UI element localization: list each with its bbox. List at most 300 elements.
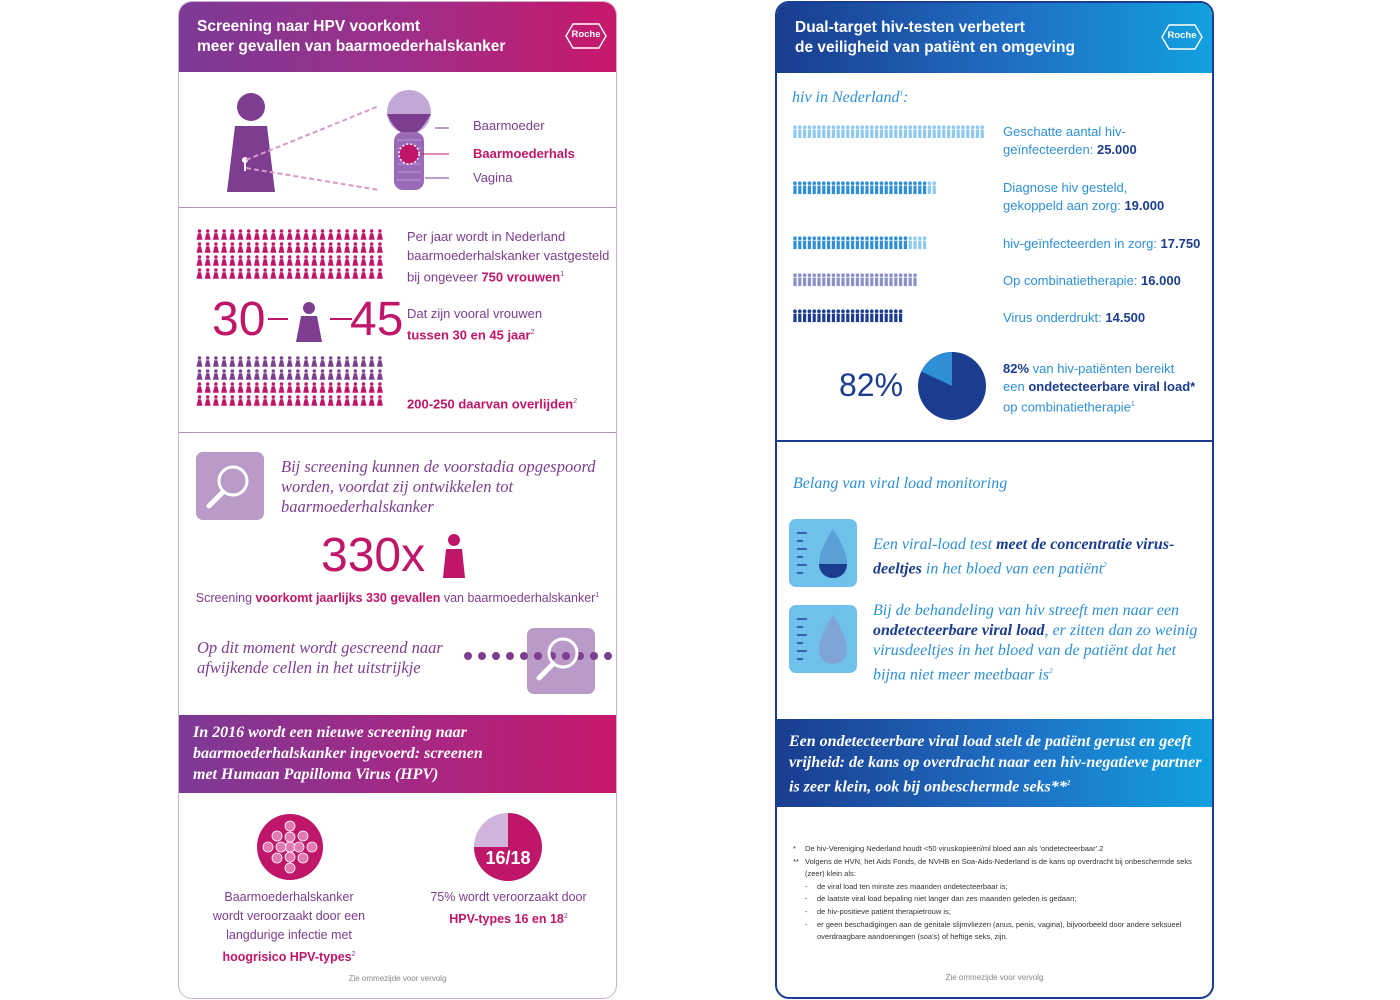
woman-icon — [270, 242, 276, 253]
person-icon — [832, 273, 836, 277]
person-icon — [918, 236, 922, 240]
hpv-banner-text: In 2016 wordt een nieuwe screening naar baarmoederhalskanker ingevoerd: screenen met Humaan Papilloma Virus (HPV) — [193, 724, 483, 783]
person-icon — [832, 278, 835, 287]
woman-icon — [311, 395, 317, 406]
woman-icon — [262, 229, 268, 240]
person-icon — [837, 278, 840, 287]
woman-icon — [361, 229, 367, 240]
woman-icon — [369, 229, 375, 240]
person-icon — [908, 181, 912, 185]
person-icon — [861, 278, 864, 287]
person-icon — [822, 241, 825, 250]
person-icon — [812, 273, 816, 277]
people-row — [793, 236, 993, 250]
person-icon — [841, 130, 844, 139]
person-icon — [899, 125, 903, 129]
screening-intro: Bij screening kunnen de voorstadia opgespoord worden, voordat zij ontwikkelen tot baarmoederhalskanker — [281, 457, 596, 516]
woman-icon — [238, 242, 244, 253]
woman-icon — [287, 382, 293, 393]
person-icon — [875, 236, 879, 240]
person-icon — [870, 186, 873, 195]
woman-icon — [344, 395, 350, 406]
person-icon — [851, 241, 854, 250]
woman-icon — [344, 255, 350, 266]
person-icon — [870, 130, 873, 139]
person-icon — [836, 236, 840, 240]
woman-icon — [328, 255, 334, 266]
woman-icon — [246, 242, 252, 253]
virus-cell — [285, 832, 295, 842]
woman-icon — [328, 229, 334, 240]
footnote: - er geen beschadigingen aan de genitale slijmvliezen (anus, penis, vagina), bijvoorbeeld door andere seksueel overdraagbare aandoeningen (soa's) of heftige seks, zijn. — [805, 919, 1182, 942]
hpv-header — [179, 2, 616, 72]
person-icon — [846, 241, 849, 250]
type-text: 75% wordt veroorzaakt door HPV-types 16 en $18^2$ — [430, 890, 587, 927]
person-icon — [913, 181, 917, 185]
person-icon — [918, 125, 922, 129]
hpv-header-title: Screening naar HPV voorkomt meer gevallen van baarmoederhalskanker — [197, 18, 506, 55]
person-icon — [851, 309, 855, 313]
person-icon — [813, 130, 816, 139]
person-icon — [841, 309, 845, 313]
woman-icon — [361, 255, 367, 266]
person-icon — [841, 181, 845, 185]
person-icon — [832, 309, 836, 313]
woman-icon — [369, 242, 375, 253]
woman-icon — [377, 255, 383, 266]
person-icon — [827, 278, 830, 287]
virus-cell — [272, 853, 282, 863]
person-icon — [793, 125, 797, 129]
woman-icon — [361, 268, 367, 279]
person-icon — [894, 309, 898, 313]
person-icon — [846, 278, 849, 287]
person-icon — [846, 314, 849, 323]
woman-icon — [221, 382, 227, 393]
woman-icon — [254, 229, 260, 240]
woman-icon — [295, 369, 301, 380]
person-icon — [808, 125, 812, 129]
woman-icon — [443, 534, 465, 578]
person-icon — [846, 309, 850, 313]
person-icon — [846, 236, 850, 240]
person-icon — [822, 278, 825, 287]
woman-icon — [287, 356, 293, 367]
person-icon — [813, 278, 816, 287]
person-icon — [793, 241, 796, 250]
person-icon — [913, 130, 916, 139]
woman-icon — [229, 229, 235, 240]
woman-icon — [328, 369, 334, 380]
pie-label: 16/18 — [485, 848, 531, 868]
woman-icon — [320, 229, 326, 240]
person-icon — [856, 130, 859, 139]
woman-icon — [311, 242, 317, 253]
person-icon — [913, 186, 916, 195]
woman-icon — [377, 369, 383, 380]
person-icon — [875, 186, 878, 195]
person-icon — [798, 273, 802, 277]
woman-icon — [295, 395, 301, 406]
person-icon — [865, 186, 868, 195]
hiv-stat-text: Op combinatietherapie: 16.000 — [1003, 273, 1181, 288]
person-icon — [808, 186, 811, 195]
woman-icon — [336, 268, 342, 279]
person-icon — [812, 125, 816, 129]
woman-icon — [213, 242, 219, 253]
woman-icon — [328, 268, 334, 279]
woman-icon — [221, 356, 227, 367]
person-icon — [798, 309, 802, 313]
virus-icon — [255, 812, 325, 882]
person-icon — [832, 314, 835, 323]
person-icon — [846, 273, 850, 277]
person-icon — [885, 241, 888, 250]
percent-big: 82% — [839, 367, 904, 403]
person-icon — [803, 125, 807, 129]
person-icon — [798, 314, 801, 323]
stat-deaths: 200-250 daarvan overlijden$^2$ — [407, 396, 578, 412]
person-icon — [933, 130, 936, 139]
person-icon — [909, 241, 912, 250]
woman-icon — [246, 369, 252, 380]
person-icon — [908, 125, 912, 129]
person-icon — [870, 125, 874, 129]
footnote: - de hiv-positieve patiënt therapietrouw is; — [805, 906, 951, 916]
person-icon — [856, 241, 859, 250]
woman-icon — [213, 229, 219, 240]
woman-icon — [270, 268, 276, 279]
woman-icon — [221, 268, 227, 279]
woman-icon — [262, 242, 268, 253]
woman-icon — [352, 369, 358, 380]
person-icon — [827, 130, 830, 139]
woman-icon — [352, 382, 358, 393]
person-icon — [880, 314, 883, 323]
person-icon — [884, 273, 888, 277]
woman-icon — [336, 369, 342, 380]
person-icon — [865, 273, 869, 277]
divider — [179, 207, 616, 208]
hiv-header — [777, 3, 1212, 73]
woman-icon — [197, 395, 203, 406]
woman-icon — [246, 255, 252, 266]
woman-icon — [270, 369, 276, 380]
woman-icon — [205, 356, 211, 367]
hiv-stat-text: Virus onderdrukt: 14.500 — [1003, 310, 1146, 325]
woman-icon — [213, 268, 219, 279]
person-icon — [870, 181, 874, 185]
person-icon — [889, 181, 893, 185]
woman-icon — [197, 369, 203, 380]
person-icon — [803, 130, 806, 139]
person-icon — [856, 236, 860, 240]
woman-icon — [352, 268, 358, 279]
woman-icon — [246, 395, 252, 406]
woman-icon — [320, 356, 326, 367]
person-icon — [798, 241, 801, 250]
person-icon — [837, 130, 840, 139]
person-icon — [822, 314, 825, 323]
person-icon — [885, 130, 888, 139]
person-icon — [822, 186, 825, 195]
age-from: 30 — [212, 293, 266, 346]
person-icon — [865, 241, 868, 250]
person-icon — [841, 278, 844, 287]
person-icon — [894, 278, 897, 287]
woman-icon — [295, 356, 301, 367]
person-icon — [846, 125, 850, 129]
person-icon — [841, 273, 845, 277]
woman-icon — [361, 242, 367, 253]
woman-icon — [303, 356, 309, 367]
virus-cell — [285, 852, 295, 862]
person-icon — [813, 186, 816, 195]
person-icon — [793, 181, 797, 185]
person-icon — [928, 181, 932, 185]
woman-icon — [254, 242, 260, 253]
person-icon — [832, 125, 836, 129]
person-icon — [817, 181, 821, 185]
age-to: 45 — [350, 293, 404, 346]
monitor-text-1: Een viral-load test meet de concentratie virus-deeltjes in het bloed van een patiënt$^2$ — [873, 536, 1175, 578]
woman-icon — [221, 242, 227, 253]
person-icon — [884, 236, 888, 240]
person-icon — [822, 125, 826, 129]
person-icon — [937, 125, 941, 129]
person-icon — [846, 181, 850, 185]
person-icon — [961, 125, 965, 129]
woman-icon — [320, 382, 326, 393]
woman-icon — [262, 382, 268, 393]
person-icon — [894, 130, 897, 139]
woman-icon — [262, 369, 268, 380]
woman-icon — [279, 369, 285, 380]
woman-icon — [270, 255, 276, 266]
person-icon — [889, 241, 892, 250]
person-icon — [918, 186, 921, 195]
woman-icon — [229, 255, 235, 266]
label-vagina: Vagina — [473, 170, 513, 185]
person-icon — [904, 273, 908, 277]
person-icon — [880, 273, 884, 277]
woman-icon — [205, 255, 211, 266]
person-icon — [947, 130, 950, 139]
woman-icon — [311, 382, 317, 393]
person-icon — [889, 314, 892, 323]
person-icon — [860, 309, 864, 313]
person-icon — [928, 130, 931, 139]
woman-icon — [229, 369, 235, 380]
virus-cell — [294, 842, 304, 852]
person-icon — [808, 273, 812, 277]
person-icon — [875, 130, 878, 139]
woman-icon — [377, 395, 383, 406]
person-icon — [889, 273, 893, 277]
person-icon — [851, 125, 855, 129]
woman-icon — [238, 356, 244, 367]
anatomy-illustration — [219, 90, 449, 202]
person-icon — [889, 309, 893, 313]
footnote: - de viral load ten minste zes maanden ondetecteerbaar is; — [805, 881, 1008, 891]
person-icon — [793, 236, 797, 240]
woman-icon — [238, 395, 244, 406]
person-icon — [827, 236, 831, 240]
person-icon — [870, 309, 874, 313]
person-icon — [793, 186, 796, 195]
person-icon — [913, 273, 917, 277]
woman-icon — [254, 369, 260, 380]
person-icon — [832, 236, 836, 240]
person-icon — [851, 314, 854, 323]
woman-icon — [336, 242, 342, 253]
person-icon — [808, 314, 811, 323]
person-icon — [957, 130, 960, 139]
label-baarmoeder: Baarmoeder — [473, 118, 545, 133]
monitor-text-2: Bij de behandeling van hiv streeft men naar een ondetecteerbare viral load, er zitten dan zo weinig virusdeeltjes in het bloed van de patiënt dat het bijna niet meer meetbaar $is^2$ — [873, 602, 1198, 684]
person-icon — [870, 236, 874, 240]
person-icon — [976, 130, 979, 139]
woman-icon — [279, 382, 285, 393]
drop-gauge-icon — [789, 519, 857, 587]
person-icon — [908, 236, 912, 240]
people-row — [793, 273, 993, 287]
person-icon — [875, 309, 879, 313]
person-icon — [894, 186, 897, 195]
person-icon — [971, 130, 974, 139]
person-icon — [798, 186, 801, 195]
woman-icon — [205, 369, 211, 380]
woman-icon — [270, 356, 276, 367]
person-icon — [861, 186, 864, 195]
person-icon — [817, 236, 821, 240]
woman-icon — [262, 356, 268, 367]
person-icon — [865, 236, 869, 240]
person-icon — [889, 125, 893, 129]
person-icon — [861, 241, 864, 250]
person-icon — [880, 186, 883, 195]
person-icon — [870, 241, 873, 250]
woman-icon — [246, 229, 252, 240]
virus-cell — [285, 821, 295, 831]
person-icon — [793, 273, 797, 277]
woman-icon — [205, 268, 211, 279]
woman-icon — [197, 356, 203, 367]
woman-icon — [303, 229, 309, 240]
person-icon — [875, 278, 878, 287]
women-grid-750 — [196, 229, 392, 281]
person-icon — [889, 186, 892, 195]
person-icon — [918, 241, 921, 250]
person-icon — [851, 130, 854, 139]
person-icon — [885, 278, 888, 287]
person-icon — [918, 130, 921, 139]
person-icon — [923, 125, 927, 129]
person-icon — [827, 241, 830, 250]
person-icon — [923, 186, 926, 195]
section-title: hiv in Nederland$^1$: — [792, 89, 909, 106]
person-icon — [870, 314, 873, 323]
woman-icon — [262, 268, 268, 279]
woman-icon — [377, 382, 383, 393]
person-icon — [808, 236, 812, 240]
woman-icon — [295, 268, 301, 279]
woman-icon — [238, 255, 244, 266]
person-icon — [899, 130, 902, 139]
woman-icon — [213, 395, 219, 406]
woman-icon — [311, 229, 317, 240]
woman-icon — [246, 356, 252, 367]
person-icon — [865, 181, 869, 185]
divider — [179, 432, 616, 433]
woman-icon — [279, 268, 285, 279]
footnote: * De hiv-Vereniging Nederland houdt <50 viruskopieën/ml bloed aan als 'ondetecteerbaar'.2 — [793, 844, 1104, 853]
person-icon — [827, 181, 831, 185]
woman-icon — [303, 255, 309, 266]
magnifier-icon — [196, 452, 264, 520]
person-icon — [822, 236, 826, 240]
virus-cell — [272, 831, 282, 841]
person-icon — [832, 241, 835, 250]
person-icon — [875, 181, 879, 185]
woman-icon — [262, 255, 268, 266]
woman-icon — [369, 268, 375, 279]
woman-icon — [279, 356, 285, 367]
person-icon — [793, 309, 797, 313]
person-icon — [808, 241, 811, 250]
person-icon — [932, 125, 936, 129]
women-grid-deaths — [196, 356, 392, 408]
woman-icon — [197, 242, 203, 253]
person-icon — [812, 181, 816, 185]
virus-cell — [276, 842, 286, 852]
person-icon — [841, 314, 844, 323]
person-icon — [884, 181, 888, 185]
person-icon — [865, 125, 869, 129]
woman-icon — [229, 395, 235, 406]
person-icon — [803, 186, 806, 195]
person-icon — [851, 236, 855, 240]
woman-icon — [287, 229, 293, 240]
woman-icon — [229, 382, 235, 393]
woman-icon — [279, 242, 285, 253]
hiv-stat-text: hiv-geïnfecteerden in zorg: 17.750 — [1003, 236, 1201, 251]
person-icon — [856, 278, 859, 287]
woman-icon — [205, 229, 211, 240]
person-icon — [923, 181, 927, 185]
person-icon — [923, 236, 927, 240]
person-icon — [908, 273, 912, 277]
person-icon — [803, 181, 807, 185]
woman-icon — [254, 268, 260, 279]
person-icon — [904, 278, 907, 287]
woman-icon — [287, 268, 293, 279]
person-icon — [841, 241, 844, 250]
drop-gauge-icon — [789, 605, 857, 673]
footer-note: Zie ommezijde voor vervolg — [348, 974, 447, 983]
person-icon — [904, 236, 908, 240]
woman-icon — [344, 242, 350, 253]
person-icon — [827, 186, 830, 195]
person-icon — [899, 186, 902, 195]
woman-icon — [295, 242, 301, 253]
person-icon — [822, 273, 826, 277]
person-icon — [880, 130, 883, 139]
person-icon — [856, 309, 860, 313]
person-icon — [981, 130, 984, 139]
person-icon — [836, 309, 840, 313]
person-icon — [813, 241, 816, 250]
